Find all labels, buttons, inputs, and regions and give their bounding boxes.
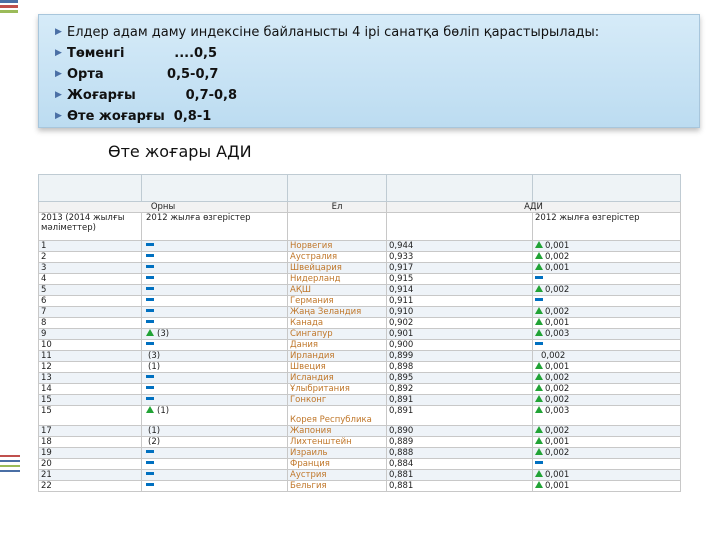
no-change-dash-icon xyxy=(146,483,154,486)
rank-cell: 4 xyxy=(39,274,142,285)
hdi-change-text: 0,002 xyxy=(545,285,570,295)
table-row xyxy=(39,318,681,329)
rank-change-text: (1) xyxy=(148,362,161,372)
rank-cell: 15 xyxy=(39,406,142,426)
hdi-change-text: 0,001 xyxy=(545,362,570,372)
up-arrow-icon xyxy=(146,329,154,336)
hdi-value-cell: 0,914 xyxy=(387,285,533,296)
hdi-change-cell xyxy=(533,362,681,373)
hdi-change-cell xyxy=(533,252,681,263)
hdi-change-text: 0,002 xyxy=(545,395,570,405)
up-arrow-icon xyxy=(535,252,543,259)
country-cell: Лихтенштейн xyxy=(288,437,387,448)
no-change-dash-icon xyxy=(146,342,154,345)
header-box xyxy=(38,14,700,128)
hdi-change-text: 0,002 xyxy=(541,351,566,361)
hdi-change-text: 0,002 xyxy=(545,373,570,383)
hdi-value-cell: 0,900 xyxy=(387,340,533,351)
hdi-change-cell xyxy=(533,263,681,274)
hdi-change-cell xyxy=(533,459,681,470)
up-arrow-icon xyxy=(535,362,543,369)
table-row xyxy=(39,307,681,318)
hdi-change-cell xyxy=(533,307,681,318)
rank-change-cell xyxy=(142,329,288,340)
up-arrow-icon xyxy=(535,263,543,270)
bullet-text: Жоғарғы 0,7-0,8 xyxy=(67,88,238,103)
rank-change-cell xyxy=(142,373,288,384)
no-change-dash-icon xyxy=(535,342,543,345)
rank-cell: 15 xyxy=(39,395,142,406)
no-change-dash-icon xyxy=(146,265,154,268)
no-change-dash-icon xyxy=(146,386,154,389)
hdi-value-cell: 0,890 xyxy=(387,426,533,437)
rank-change-cell xyxy=(142,395,288,406)
country-cell: Сингапур xyxy=(288,329,387,340)
hdi-value-cell: 0,891 xyxy=(387,395,533,406)
country-cell: Нидерланд xyxy=(288,274,387,285)
no-change-dash-icon xyxy=(146,472,154,475)
hdi-value-cell: 0,911 xyxy=(387,296,533,307)
country-cell: Германия xyxy=(288,296,387,307)
country-cell: Норвегия xyxy=(288,241,387,252)
rank-change-cell xyxy=(142,296,288,307)
up-arrow-icon xyxy=(535,384,543,391)
country-cell: Аустралия xyxy=(288,252,387,263)
header-hdi: АДИ xyxy=(387,202,681,213)
hdi-change-cell xyxy=(533,426,681,437)
hdi-change-text: 0,002 xyxy=(545,384,570,394)
hdi-table xyxy=(38,174,680,492)
hdi-change-cell xyxy=(533,448,681,459)
header-rank-change: 2012 жылға өзгерістер xyxy=(142,213,288,241)
country-cell: Аустрия xyxy=(288,470,387,481)
hdi-value-cell: 0,917 xyxy=(387,263,533,274)
hdi-change-cell xyxy=(533,470,681,481)
no-change-dash-icon xyxy=(146,375,154,378)
rank-change-cell xyxy=(142,426,288,437)
no-change-dash-icon xyxy=(535,461,543,464)
table-row xyxy=(39,481,681,492)
bullet-arrow-icon: ▶ xyxy=(55,111,62,121)
bullet-arrow-icon: ▶ xyxy=(55,69,62,79)
hdi-change-text: 0,002 xyxy=(545,426,570,436)
rank-cell: 7 xyxy=(39,307,142,318)
hdi-change-cell xyxy=(533,318,681,329)
table-row xyxy=(39,437,681,448)
no-change-dash-icon xyxy=(146,298,154,301)
rank-change-cell xyxy=(142,340,288,351)
table-row xyxy=(39,285,681,296)
slide-subtitle: Өте жоғары АДИ xyxy=(108,142,252,161)
hdi-change-cell xyxy=(533,481,681,492)
rank-change-text: (1) xyxy=(148,426,161,436)
rank-cell: 19 xyxy=(39,448,142,459)
hdi-change-cell xyxy=(533,373,681,384)
rank-cell: 5 xyxy=(39,285,142,296)
rank-cell: 18 xyxy=(39,437,142,448)
hdi-change-cell xyxy=(533,340,681,351)
table-row xyxy=(39,448,681,459)
table-row xyxy=(39,296,681,307)
bullet-text: Орта 0,5-0,7 xyxy=(67,67,219,82)
up-arrow-icon xyxy=(535,329,543,336)
rank-change-cell xyxy=(142,274,288,285)
rank-change-cell xyxy=(142,437,288,448)
up-arrow-icon xyxy=(535,318,543,325)
hdi-value-cell: 0,892 xyxy=(387,384,533,395)
hdi-change-cell xyxy=(533,296,681,307)
bullet-arrow-icon: ▶ xyxy=(55,27,62,37)
table-subheader-row xyxy=(39,213,681,241)
table-row xyxy=(39,274,681,285)
hdi-value-cell: 0,910 xyxy=(387,307,533,318)
country-cell: Франция xyxy=(288,459,387,470)
header-country: Ел xyxy=(288,202,387,213)
country-cell: Дания xyxy=(288,340,387,351)
rank-cell: 21 xyxy=(39,470,142,481)
country-cell: Жапония xyxy=(288,426,387,437)
hdi-change-text: 0,001 xyxy=(545,470,570,480)
no-change-dash-icon xyxy=(146,320,154,323)
bullet-item xyxy=(55,85,699,106)
table-header-row xyxy=(39,202,681,213)
up-arrow-icon xyxy=(535,437,543,444)
rank-change-cell xyxy=(142,406,288,426)
up-arrow-icon xyxy=(535,406,543,413)
country-cell: Жаңа Зеландия xyxy=(288,307,387,318)
country-cell: Ұлыбритания xyxy=(288,384,387,395)
country-cell: Швейцария xyxy=(288,263,387,274)
hdi-value-cell: 0,888 xyxy=(387,448,533,459)
hdi-value-cell: 0,933 xyxy=(387,252,533,263)
rank-cell: 11 xyxy=(39,351,142,362)
up-arrow-icon xyxy=(535,285,543,292)
no-change-dash-icon xyxy=(146,309,154,312)
table-row xyxy=(39,384,681,395)
table-row xyxy=(39,340,681,351)
rank-change-text: (2) xyxy=(148,437,161,447)
hdi-change-text: 0,001 xyxy=(545,437,570,447)
country-cell: Ирландия xyxy=(288,351,387,362)
up-arrow-icon xyxy=(535,481,543,488)
table-row xyxy=(39,329,681,340)
no-change-dash-icon xyxy=(146,276,154,279)
hdi-change-text: 0,001 xyxy=(545,241,570,251)
rank-cell: 6 xyxy=(39,296,142,307)
rank-change-cell xyxy=(142,448,288,459)
hdi-value-cell: 0,891 xyxy=(387,406,533,426)
table-row xyxy=(39,470,681,481)
bullet-item xyxy=(55,106,699,127)
rank-change-cell xyxy=(142,362,288,373)
rank-cell: 8 xyxy=(39,318,142,329)
hdi-change-text: 0,003 xyxy=(545,406,570,416)
bullet-item xyxy=(55,22,699,43)
rank-change-cell xyxy=(142,263,288,274)
table-row xyxy=(39,426,681,437)
bullet-list xyxy=(39,15,699,127)
hdi-value-cell: 0,915 xyxy=(387,274,533,285)
rank-cell: 14 xyxy=(39,384,142,395)
rank-change-text: (3) xyxy=(157,329,170,339)
bullet-item xyxy=(55,43,699,64)
rank-cell: 17 xyxy=(39,426,142,437)
hdi-value-cell: 0,898 xyxy=(387,362,533,373)
country-cell: Канада xyxy=(288,318,387,329)
rank-change-cell xyxy=(142,252,288,263)
hdi-value-cell: 0,881 xyxy=(387,481,533,492)
rank-change-cell xyxy=(142,318,288,329)
country-cell: Швеция xyxy=(288,362,387,373)
country-cell: АҚШ xyxy=(288,285,387,296)
up-arrow-icon xyxy=(535,373,543,380)
table-row xyxy=(39,459,681,470)
bullet-text: Төменгі ....0,5 xyxy=(67,46,218,61)
table-row xyxy=(39,351,681,362)
bullet-arrow-icon: ▶ xyxy=(55,90,62,100)
hdi-value-cell: 0,901 xyxy=(387,329,533,340)
rank-change-cell xyxy=(142,459,288,470)
bullet-text: Елдер адам даму индексіне байланысты 4 ірі санатқа бөліп қарастырылады: xyxy=(67,25,600,40)
no-change-dash-icon xyxy=(146,243,154,246)
table-row xyxy=(39,263,681,274)
rank-cell: 9 xyxy=(39,329,142,340)
up-arrow-icon xyxy=(535,470,543,477)
hdi-change-text: 0,001 xyxy=(545,263,570,273)
hdi-change-cell xyxy=(533,406,681,426)
hdi-value-cell: 0,895 xyxy=(387,373,533,384)
decorative-stripes-side xyxy=(0,455,20,475)
no-change-dash-icon xyxy=(146,450,154,453)
hdi-change-text: 0,001 xyxy=(545,481,570,491)
table-row xyxy=(39,362,681,373)
no-change-dash-icon xyxy=(146,287,154,290)
country-cell: Гонконг xyxy=(288,395,387,406)
rank-change-cell xyxy=(142,481,288,492)
hdi-value-cell: 0,884 xyxy=(387,459,533,470)
header-rank-2013: 2013 (2014 жылғы мәліметтер) xyxy=(39,213,142,241)
rank-change-text: (1) xyxy=(157,406,170,416)
hdi-value-cell: 0,881 xyxy=(387,470,533,481)
hdi-change-text: 0,003 xyxy=(545,329,570,339)
header-hdi-change: 2012 жылға өзгерістер xyxy=(533,213,681,241)
header-rank: Орны xyxy=(39,202,288,213)
hdi-change-text: 0,002 xyxy=(545,448,570,458)
up-arrow-icon xyxy=(535,241,543,248)
up-arrow-icon xyxy=(535,448,543,455)
table-row xyxy=(39,252,681,263)
bullet-text: Өте жоғарғы 0,8-1 xyxy=(67,109,212,124)
hdi-change-cell xyxy=(533,274,681,285)
country-cell: Бельгия xyxy=(288,481,387,492)
country-cell: Израиль xyxy=(288,448,387,459)
decorative-stripes-top xyxy=(0,0,18,16)
up-arrow-icon xyxy=(535,307,543,314)
hdi-change-cell xyxy=(533,351,681,362)
hdi-value-cell: 0,944 xyxy=(387,241,533,252)
table-row xyxy=(39,241,681,252)
bullet-arrow-icon: ▶ xyxy=(55,48,62,58)
hdi-change-cell xyxy=(533,329,681,340)
hdi-change-cell xyxy=(533,285,681,296)
rank-cell: 12 xyxy=(39,362,142,373)
table-row xyxy=(39,373,681,384)
rank-change-cell xyxy=(142,384,288,395)
hdi-value-cell: 0,902 xyxy=(387,318,533,329)
rank-cell: 22 xyxy=(39,481,142,492)
rank-cell: 13 xyxy=(39,373,142,384)
no-change-dash-icon xyxy=(146,461,154,464)
hdi-change-cell xyxy=(533,241,681,252)
up-arrow-icon xyxy=(535,395,543,402)
hdi-value-cell: 0,889 xyxy=(387,437,533,448)
rank-change-cell xyxy=(142,351,288,362)
no-change-dash-icon xyxy=(146,254,154,257)
rank-change-cell xyxy=(142,241,288,252)
hdi-change-text: 0,001 xyxy=(545,318,570,328)
rank-cell: 10 xyxy=(39,340,142,351)
hdi-change-text: 0,002 xyxy=(545,307,570,317)
table-blank-row xyxy=(39,175,681,202)
country-cell: Исландия xyxy=(288,373,387,384)
no-change-dash-icon xyxy=(535,276,543,279)
no-change-dash-icon xyxy=(146,397,154,400)
rank-change-cell xyxy=(142,285,288,296)
rank-cell: 2 xyxy=(39,252,142,263)
up-arrow-icon xyxy=(146,406,154,413)
rank-cell: 3 xyxy=(39,263,142,274)
hdi-change-cell xyxy=(533,384,681,395)
table-row xyxy=(39,406,681,426)
bullet-item xyxy=(55,64,699,85)
country-cell: Корея Республика xyxy=(288,406,387,426)
no-change-dash-icon xyxy=(535,298,543,301)
rank-change-cell xyxy=(142,470,288,481)
hdi-change-cell xyxy=(533,437,681,448)
rank-change-text: (3) xyxy=(148,351,161,361)
hdi-change-cell xyxy=(533,395,681,406)
hdi-change-text: 0,002 xyxy=(545,252,570,262)
rank-change-cell xyxy=(142,307,288,318)
rank-cell: 1 xyxy=(39,241,142,252)
table-row xyxy=(39,395,681,406)
hdi-value-cell: 0,899 xyxy=(387,351,533,362)
rank-cell: 20 xyxy=(39,459,142,470)
up-arrow-icon xyxy=(535,426,543,433)
